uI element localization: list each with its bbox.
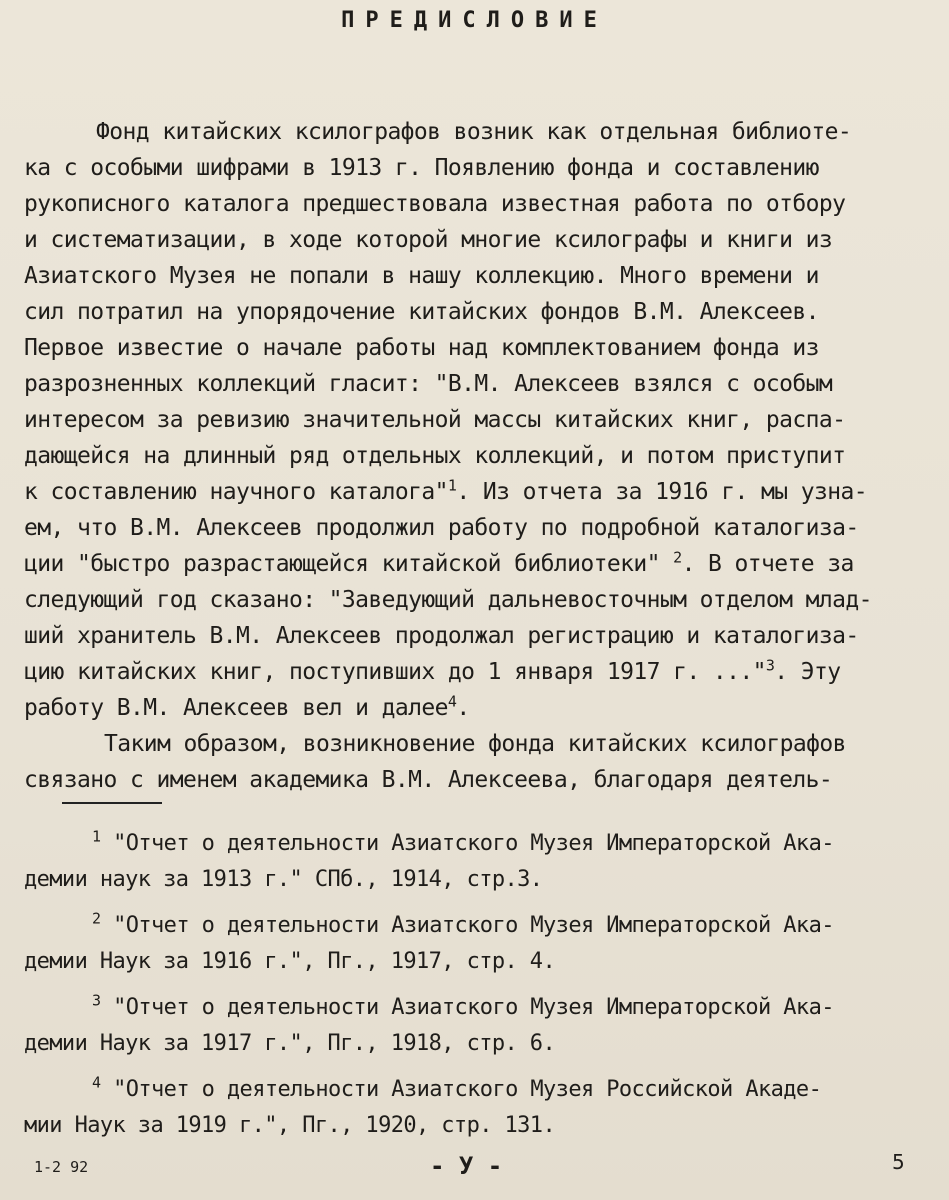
text-line: ем, что В.М. Алексеев продолжил работу по подробной каталогиза- [24, 515, 859, 541]
text-segment: цию китайских книг, поступивших до 1 января 1917 г. ..." [24, 659, 766, 685]
text-line: связано с именем академика В.М. Алексеева, благодаря деятель- [24, 767, 833, 793]
text-segment: к составлению научного каталога" [24, 479, 448, 505]
text-line: сил потратил на упорядочение китайских фондов В.М. Алексеев. [24, 299, 819, 325]
text-segment: . Эту [774, 659, 841, 685]
footnote-text: "Отчет о деятельности Азиатского Музея Императорской Ака- [113, 831, 834, 856]
text-line: ка с особыми шифрами в 1913 г. Появлению фонда и составлению [24, 155, 819, 181]
footnote-line [92, 991, 949, 1022]
page-title: ПРЕДИСЛОВИЕ [341, 8, 608, 33]
footnote-line: демии Наук за 1917 г.", Пг., 1918, стр. 6. [24, 1031, 556, 1056]
text-line: интересом за ревизию значительной массы китайских книг, распа- [24, 407, 846, 433]
footnote-line [92, 827, 949, 858]
page-roman-number: - У - [430, 1152, 503, 1180]
text-line: следующий год сказано: "Заведующий дальневосточным отделом млад- [24, 587, 872, 613]
footnote-text: "Отчет о деятельности Азиатского Музея Императорской Ака- [113, 995, 834, 1020]
footnote-number: 1 [92, 827, 101, 846]
footnote-ref: 1 [447, 476, 457, 495]
footnote-text: "Отчет о деятельности Азиатского Музея Российской Акаде- [113, 1077, 822, 1102]
footnote-ref: 4 [447, 692, 457, 711]
text-line [24, 550, 924, 578]
text-line: ший хранитель В.М. Алексеев продолжал регистрацию и каталогиза- [24, 623, 859, 649]
text-segment: . Из отчета за 1916 г. мы узна- [456, 479, 868, 505]
footnote-line: демии наук за 1913 г." СПб., 1914, стр.3. [24, 867, 543, 892]
text-line [24, 694, 924, 722]
footnote-line: демии Наук за 1916 г.", Пг., 1917, стр. 4. [24, 949, 556, 974]
footnote-text: "Отчет о деятельности Азиатского Музея Императорской Ака- [113, 913, 834, 938]
footnote-number: 2 [92, 909, 101, 928]
footnote-ref: 3 [765, 656, 775, 675]
text-segment: ции "быстро разрастающейся китайской библиотеки" [24, 551, 674, 577]
text-line [24, 658, 924, 686]
footnote-ref: 2 [673, 548, 682, 567]
page-number: 5 [892, 1150, 905, 1174]
footnote-line [92, 909, 949, 940]
text-line: Азиатского Музея не попали в нашу коллекцию. Много времени и [24, 263, 819, 289]
text-segment: работу В.М. Алексеев вел и далее [24, 695, 448, 721]
footnote-line [92, 1073, 949, 1104]
footnote-line: мии Наук за 1919 г.", Пг., 1920, стр. 131. [24, 1113, 556, 1138]
footnote-number: 4 [92, 1073, 101, 1092]
text-line [24, 478, 924, 506]
text-line: Таким образом, возникновение фонда китайских ксилографов [104, 731, 846, 757]
text-line: рукописного каталога предшествовала известная работа по отбору [24, 191, 846, 217]
text-segment: . [456, 695, 470, 721]
text-line: и систематизации, в ходе которой многие ксилографы и книги из [24, 227, 833, 253]
text-segment: . В отчете за [681, 551, 854, 577]
text-line: Первое известие о начале работы над комплектованием фонда из [24, 335, 819, 361]
footnote-divider [62, 802, 162, 804]
text-line: разрозненных коллекций гласит: "В.М. Алексеев взялся с особым [24, 371, 833, 397]
footer-code: 1-2 92 [34, 1158, 89, 1176]
footnote-number: 3 [92, 991, 101, 1010]
text-line: дающейся на длинный ряд отдельных коллекций, и потом приступит [24, 443, 846, 469]
text-line: Фонд китайских ксилографов возник как отдельная библиоте- [96, 119, 852, 145]
